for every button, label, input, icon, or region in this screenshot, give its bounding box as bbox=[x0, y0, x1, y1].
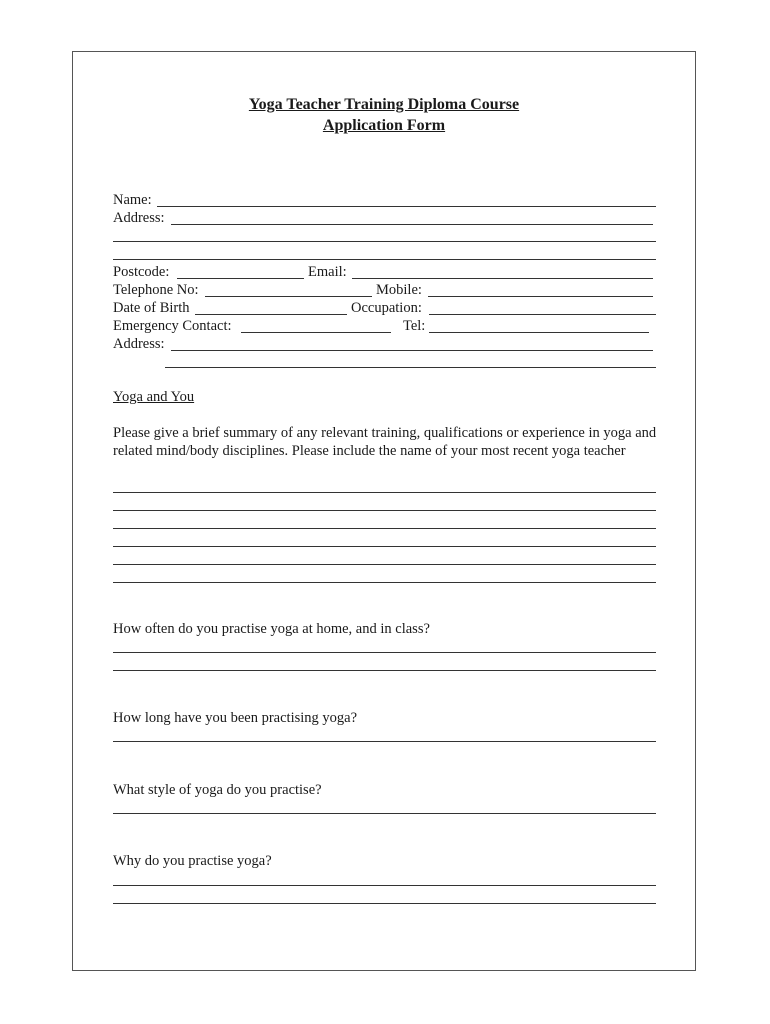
email-label: Email: bbox=[308, 264, 347, 280]
summary-answer-line[interactable] bbox=[113, 528, 656, 529]
postcode-field[interactable] bbox=[177, 278, 304, 279]
emergency-tel-field[interactable] bbox=[429, 332, 649, 333]
dob-occupation-row bbox=[113, 299, 656, 317]
emergency-address-field[interactable] bbox=[171, 350, 653, 351]
occupation-label: Occupation: bbox=[351, 300, 422, 316]
name-field[interactable] bbox=[157, 206, 656, 207]
emergency-contact-row bbox=[113, 317, 656, 335]
mobile-label: Mobile: bbox=[376, 282, 422, 298]
duration-question: How long have you been practising yoga? bbox=[113, 710, 358, 726]
emergency-address-label: Address: bbox=[113, 336, 165, 352]
emergency-contact-label: Emergency Contact: bbox=[113, 318, 232, 334]
dob-label: Date of Birth bbox=[113, 300, 190, 316]
summary-answer-line[interactable] bbox=[113, 510, 656, 511]
email-field[interactable] bbox=[352, 278, 653, 279]
address-label: Address: bbox=[113, 210, 165, 226]
summary-answer-line[interactable] bbox=[113, 492, 656, 493]
address-line-3[interactable] bbox=[113, 259, 656, 260]
occupation-field[interactable] bbox=[429, 314, 656, 315]
emergency-address-line-2[interactable] bbox=[165, 367, 656, 368]
emergency-contact-field[interactable] bbox=[241, 332, 391, 333]
why-question: Why do you practise yoga? bbox=[113, 853, 272, 869]
section-heading-yoga: Yoga and You bbox=[113, 389, 195, 405]
telephone-label: Telephone No: bbox=[113, 282, 199, 298]
address-line-2[interactable] bbox=[113, 241, 656, 242]
emergency-address-row bbox=[113, 335, 656, 353]
summary-answer-line[interactable] bbox=[113, 564, 656, 565]
why-answer-line[interactable] bbox=[113, 903, 656, 904]
form-subtitle: Application Form bbox=[322, 117, 446, 134]
style-answer-line[interactable] bbox=[113, 813, 656, 814]
frequency-question: How often do you practise yoga at home, and in class? bbox=[113, 621, 430, 637]
summary-prompt: Please give a brief summary of any relevant training, qualifications or experience in yoga and related mind/body disciplines. Please include the name of your most recent yoga teacher bbox=[113, 425, 657, 459]
name-row bbox=[113, 191, 656, 209]
postcode-email-row bbox=[113, 263, 656, 281]
application-form-page bbox=[72, 51, 696, 971]
emergency-tel-label: Tel: bbox=[403, 318, 426, 334]
frequency-answer-line[interactable] bbox=[113, 652, 656, 653]
summary-answer-line[interactable] bbox=[113, 546, 656, 547]
address-row bbox=[113, 209, 656, 227]
frequency-answer-line[interactable] bbox=[113, 670, 656, 671]
duration-answer-line[interactable] bbox=[113, 741, 656, 742]
dob-field[interactable] bbox=[195, 314, 347, 315]
address-field[interactable] bbox=[171, 224, 653, 225]
why-answer-line[interactable] bbox=[113, 885, 656, 886]
name-label: Name: bbox=[113, 192, 152, 208]
summary-answer-line[interactable] bbox=[113, 582, 656, 583]
form-title: Yoga Teacher Training Diploma Course bbox=[248, 96, 520, 113]
postcode-label: Postcode: bbox=[113, 264, 170, 280]
mobile-field[interactable] bbox=[428, 296, 653, 297]
style-question: What style of yoga do you practise? bbox=[113, 782, 322, 798]
telephone-field[interactable] bbox=[205, 296, 372, 297]
telephone-mobile-row bbox=[113, 281, 656, 299]
